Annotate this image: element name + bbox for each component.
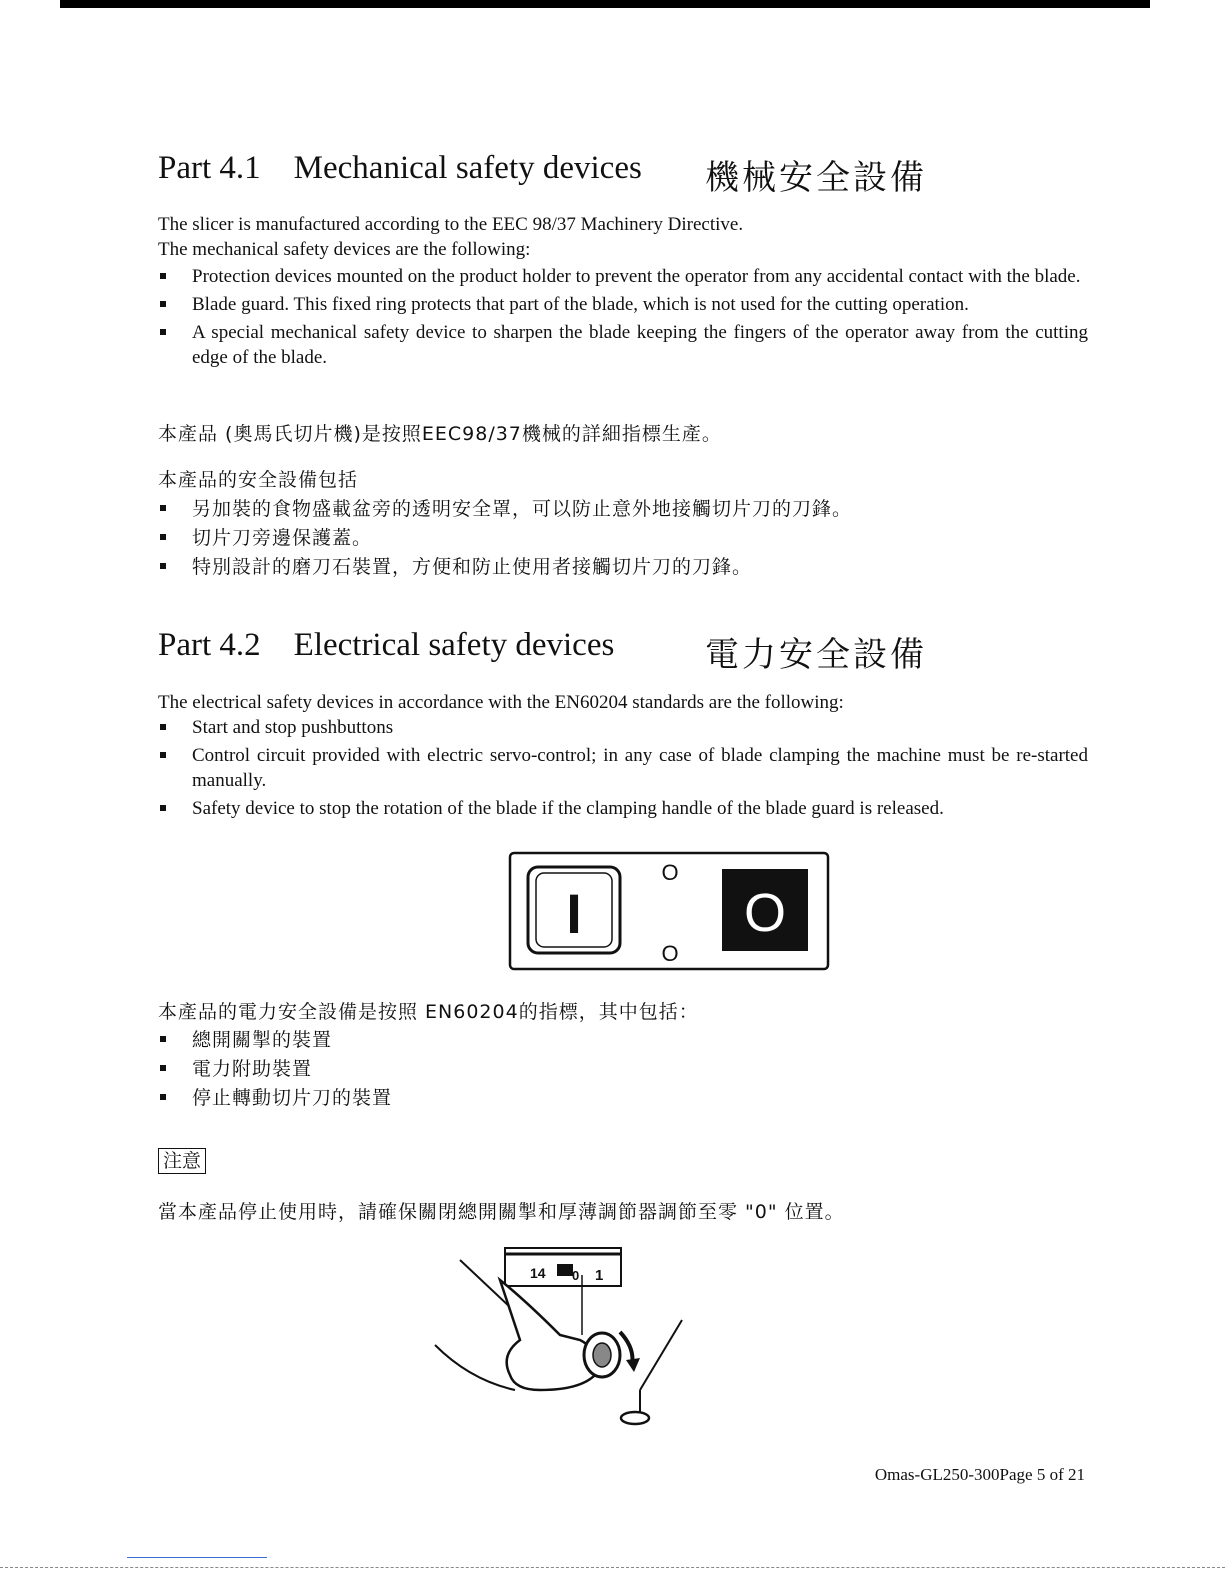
stop-label: O [743, 883, 787, 943]
page-footer: Omas-GL250-300Page 5 of 21 [874, 1465, 1085, 1484]
thickness-dial-illustration [430, 1240, 705, 1430]
paragraph-zh-intro: 本產品的安全設備包括 [158, 469, 359, 491]
list-item: Blade guard. This fixed ring protects that part of the blade, which is not used for the cutting operation. [158, 292, 1088, 317]
note-text: 當本產品停止使用時，請確保關閉總開關掣和厚薄調節器調節至零 "0" 位置。 [158, 1201, 845, 1223]
dial-number: 0 [572, 1268, 580, 1283]
list-item: Start and stop pushbuttons [158, 715, 1088, 740]
indicator-bottom: O [661, 941, 679, 966]
paragraph-intro: The slicer is manufactured according to the EEC 98/37 Machinery Directive. [158, 214, 744, 235]
mechanical-bullet-list-zh [158, 496, 1088, 583]
switch-panel-illustration [508, 851, 830, 971]
electrical-bullet-list [158, 715, 1088, 824]
bottom-rule [0, 1567, 1225, 1568]
section-heading-4-2 [158, 627, 927, 675]
list-item: A special mechanical safety device to sharpen the blade keeping the fingers of the operator away from the cutting edge of the blade. [158, 320, 1088, 370]
section-heading-4-1 [158, 150, 927, 198]
list-item: Safety device to stop the rotation of the blade if the clamping handle of the blade guard is released. [158, 796, 1088, 821]
list-item: 總開關掣的裝置 [158, 1027, 1088, 1053]
paragraph-intro-2: The mechanical safety devices are the following: [158, 239, 531, 260]
dial-number: 14 [530, 1265, 546, 1281]
paragraph-electrical-intro: The electrical safety devices in accordance with the EN60204 standards are the following: [158, 692, 844, 713]
heading-text-zh: 電力安全設備 [705, 635, 927, 675]
paragraph-electrical-zh: 本產品的電力安全設備是按照 EN60204的指標，其中包括： [158, 1001, 699, 1023]
heading-text: Part 4.1 Mechanical safety devices [158, 150, 642, 186]
top-border [60, 0, 1150, 8]
paragraph-zh: 本產品 (奧馬氏切片機)是按照EEC98/37機械的詳細指標生產。 [158, 423, 722, 445]
list-item: 特別設計的磨刀石裝置，方便和防止使用者接觸切片刀的刀鋒。 [158, 554, 1088, 580]
electrical-bullet-list-zh [158, 1027, 1088, 1114]
mechanical-bullet-list [158, 264, 1088, 373]
list-item: 另加裝的食物盛載盆旁的透明安全罩，可以防止意外地接觸切片刀的刀鋒。 [158, 496, 1088, 522]
start-label: I [566, 882, 582, 945]
list-item: Control circuit provided with electric servo-control; in any case of blade clamping the machine must be re-started manually. [158, 743, 1088, 793]
indicator-top: O [661, 860, 679, 885]
bottom-rule-accent [127, 1557, 267, 1558]
dial-number: 1 [595, 1267, 604, 1284]
heading-text: Part 4.2 Electrical safety devices [158, 627, 615, 663]
list-item: 電力附助裝置 [158, 1056, 1088, 1082]
note-label: 注意 [158, 1148, 206, 1174]
list-item: 切片刀旁邊保護蓋。 [158, 525, 1088, 551]
list-item: 停止轉動切片刀的裝置 [158, 1085, 1088, 1111]
heading-text-zh: 機械安全設備 [705, 158, 927, 198]
list-item: Protection devices mounted on the product holder to prevent the operator from any accidental contact with the blade. [158, 264, 1088, 289]
